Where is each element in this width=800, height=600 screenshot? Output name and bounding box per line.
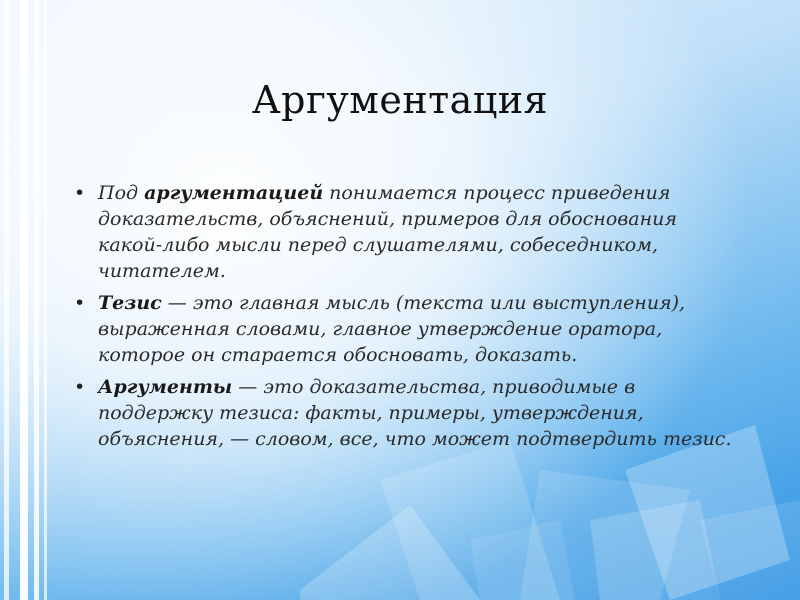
term-argumentation: аргументацией bbox=[144, 182, 324, 204]
bullet-icon: • bbox=[74, 182, 86, 204]
list-item bbox=[74, 374, 734, 452]
term-thesis: Тезис bbox=[98, 292, 162, 314]
slide-title: Аргументация bbox=[251, 78, 549, 122]
item-text: понимается процесс приведения доказательств, объяснений, примеров для обоснования какой-либо мысли перед слушателями, собеседником, читателем. bbox=[98, 182, 677, 282]
list-item bbox=[74, 180, 734, 284]
bullet-list bbox=[74, 180, 734, 458]
bullet-icon: • bbox=[74, 376, 86, 398]
bullet-icon: • bbox=[74, 292, 86, 314]
item-text: — это доказательства, приводимые в поддержку тезиса: факты, примеры, утверждения, объяснения, — словом, все, что может подтвердить тезис. bbox=[98, 376, 732, 450]
term-arguments: Аргументы bbox=[98, 376, 233, 398]
item-text-before: Под bbox=[98, 182, 145, 204]
item-text: — это главная мысль (текста или выступления), выраженная словами, главное утверждение оратора, которое он старается обосновать, доказать. bbox=[98, 292, 686, 366]
list-item bbox=[74, 290, 734, 368]
